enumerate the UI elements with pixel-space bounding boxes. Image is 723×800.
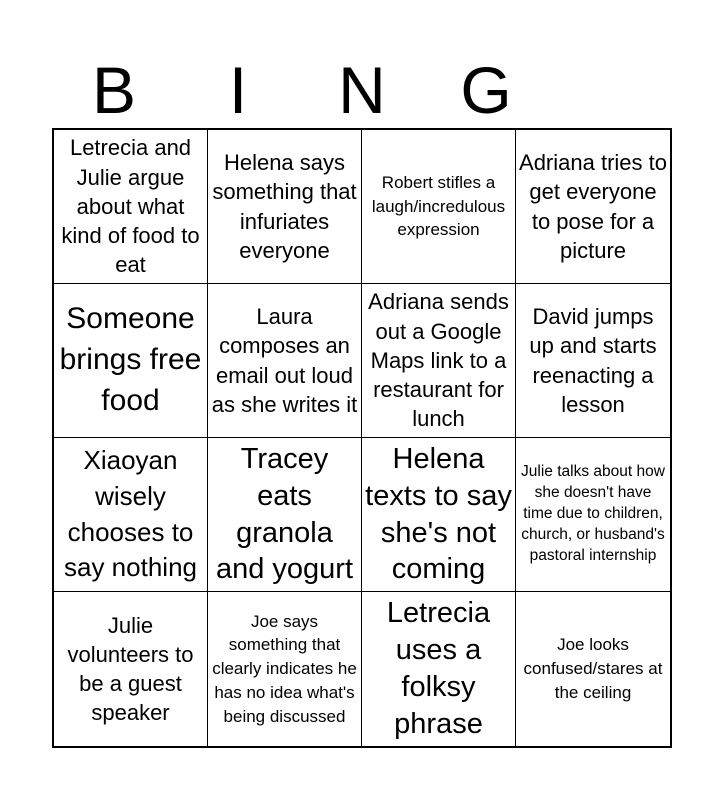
bingo-cell[interactable]: Helena says something that infuriates everyone xyxy=(208,130,362,284)
header-letter-n: N xyxy=(338,53,386,127)
bingo-cell[interactable]: Someone brings free food xyxy=(54,284,208,438)
header-letter-i: I xyxy=(228,53,248,127)
bingo-cell[interactable]: Helena texts to say she's not coming xyxy=(362,438,516,592)
bingo-cell[interactable]: Joe says something that clearly indicates he has no idea what's being discussed xyxy=(208,592,362,746)
bingo-cell[interactable]: Adriana tries to get everyone to pose for a picture xyxy=(516,130,670,284)
bingo-cell[interactable]: Tracey eats granola and yogurt xyxy=(208,438,362,592)
bingo-cell[interactable]: Xiaoyan wisely chooses to say nothing xyxy=(54,438,208,592)
header-letter-b: B xyxy=(91,53,137,127)
bingo-cell[interactable]: Adriana sends out a Google Maps link to a restaurant for lunch xyxy=(362,284,516,438)
bingo-grid xyxy=(52,128,672,748)
bingo-cell[interactable]: Letrecia and Julie argue about what kind of food to eat xyxy=(54,130,208,284)
bingo-cell[interactable]: David jumps up and starts reenacting a lesson xyxy=(516,284,670,438)
bingo-cell[interactable]: Letrecia uses a folksy phrase xyxy=(362,592,516,746)
bingo-header xyxy=(52,52,672,128)
bingo-cell[interactable]: Laura composes an email out loud as she writes it xyxy=(208,284,362,438)
bingo-cell[interactable]: Joe looks confused/stares at the ceiling xyxy=(523,635,663,702)
header-letter-g: G xyxy=(460,53,512,127)
bingo-cell[interactable]: Julie volunteers to be a guest speaker xyxy=(54,592,208,746)
bingo-cell[interactable]: Julie talks about how she doesn't have time due to children, church, or husband's pastoral internship xyxy=(516,438,670,592)
bingo-cell[interactable]: Robert stifles a laugh/incredulous expression xyxy=(362,130,516,284)
